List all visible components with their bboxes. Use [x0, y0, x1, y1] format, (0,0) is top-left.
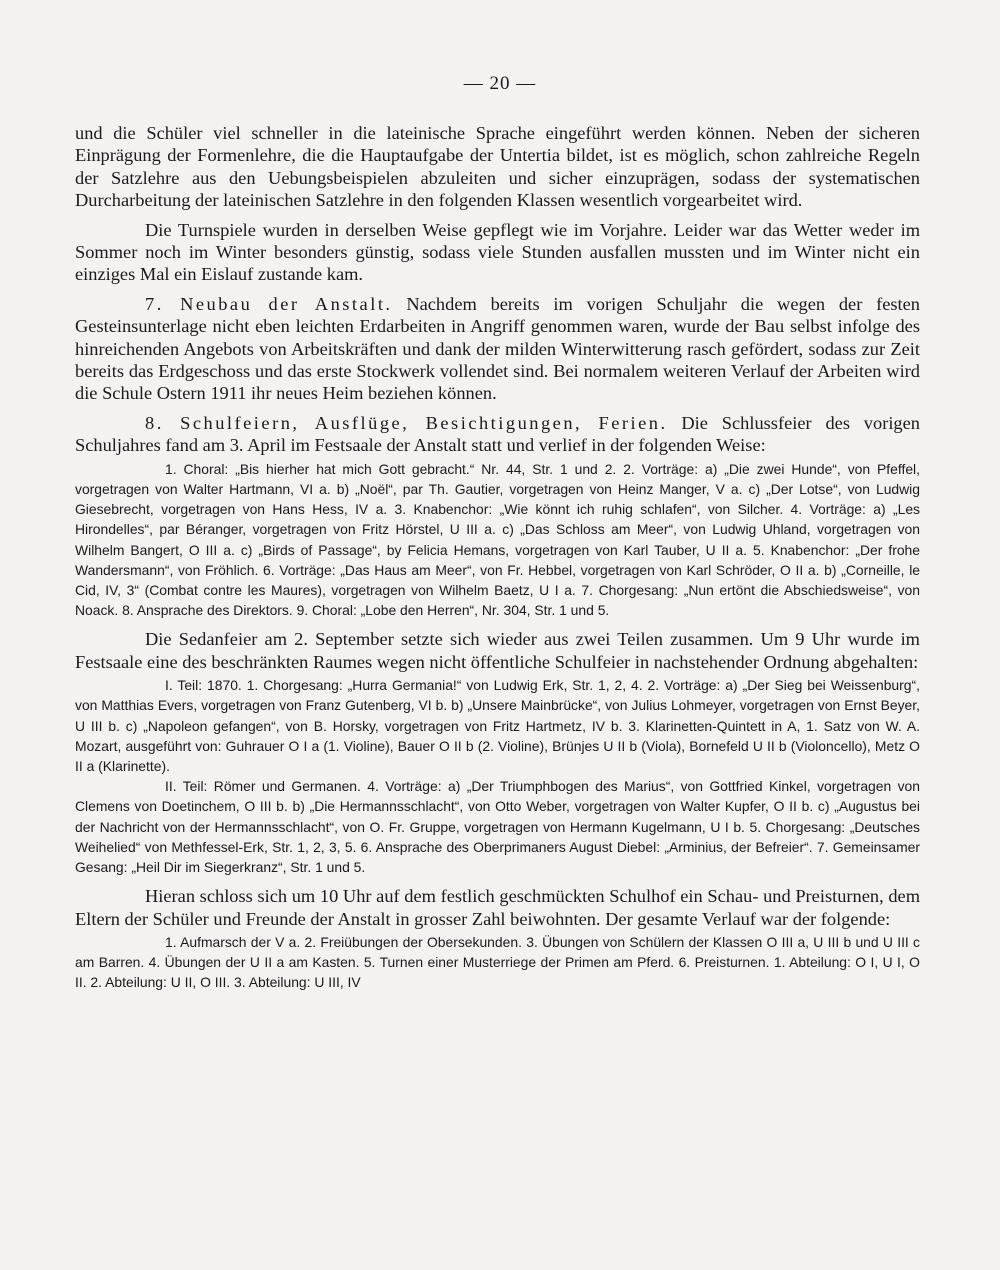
section-text-schulfeiern: Die Schlussfeier des vorigen Schuljahres fand am 3. April im Festsaale der Anstalt statt und verlief in der folgenden Weise: [75, 412, 920, 456]
paragraph-gymnastics: Die Turnspiele wurden in derselben Weise gepflegt wie im Vorjahre. Leider war das Wetter weder im Sommer noch im Winter besonders günstig, sodass viele Stunden ausfallen mussten und im Winter nicht ein einziges Mal ein Eislauf zustande kam. [75, 219, 920, 285]
paragraph-sedan-festival: Die Sedanfeier am 2. September setzte sich wieder aus zwei Teilen zusammen. Um 9 Uhr wurde im Festsaale eine des beschränkten Raumes wegen nicht öffentliche Schulfeier in nachstehender Ordnung abgehalten: [75, 629, 920, 672]
section-heading-neubau: 7. Neubau der Anstalt. [145, 293, 393, 314]
paragraph-latin-instruction: und die Schüler viel schneller in die lateinische Sprache eingeführt werden können. Neben der sicheren Einprägung der Formenlehre, die die Hauptaufgabe der Untertia bildet, ist es möglich, schon zahlreiche Regeln der Satzlehre aus den Uebungsbeispielen abzuleiten und sicher einzuprägen, sodass der systematischen Durcharbeitung der lateinischen Satzlehre in den folgenden Klassen wesentlich vorgearbeitet wird. [75, 123, 920, 211]
section-text-neubau: Nachdem bereits im vorigen Schuljahr die wegen der festen Gesteinsunterlage nicht eben leichten Erdarbeiten in Angriff genommen waren, wurde der Bau selbst infolge des hinreichenden Angebots von Arbeitskräften und dank der milden Winterwitterung rasch gefördert, sodass zur Zeit bereits das Erdgeschoss und das erste Stockwerk vollendet sind. Bei normalem weiteren Verlauf der Arbeiten wird die Schule Ostern 1911 ihr neues Heim beziehen können. [75, 293, 921, 404]
program-sedan-part-two: II. Teil: Römer und Germanen. 4. Vorträge: a) „Der Triumphbogen des Marius“, von Gottfried Kinkel, vorgetragen von Clemens von Doetinchem, O III b. b) „Die Hermannsschlacht“, von Otto Weber, vorgetragen von Walter Kupfer, O II b. c) „Augustus bei der Nachricht von der Hermannsschlacht“, von O. Fr. Gruppe, vorgetragen von Hermann Kugelmann, U I b. 5. Chorgesang: „Deutsches Weihelied“ von Methfessel-Erk, Str. 1, 2, 3, 5. 6. Ansprache des Oberprimaners August Diebel: „Arminius, der Befreier“. 7. Gemeinsamer Gesang: „Heil Dir im Siegerkranz“, Str. 1 und 5. [75, 778, 920, 875]
paragraph-new-building [75, 293, 920, 405]
program-closing-ceremony: 1. Choral: „Bis hierher hat mich Gott gebracht.“ Nr. 44, Str. 1 und 2. 2. Vorträge: a) „Die zwei Hunde“, von Pfeffel, vorgetragen von Walter Hartmann, VI a. b) „Noël“, par Th. Gautier, vorgetragen von Heinz Manger, V a. c) „Der Lotse“, von Ludwig Giesebrecht, vorgetragen von Hans Hess, IV a. 3. Knabenchor: „Wie könnt ich ruhig schlafen“, von Silcher. 4. Vorträge: a) „Les Hirondelles“, par Béranger, vorgetragen von Fritz Hörstel, U III a. c) „Das Schloss am Meer“, von Ludwig Uhland, vorgetragen von Wilhelm Bangert, O III a. c) „Birds of Passage“, by Felicia Hemans, vorgetragen von Karl Tauber, U II a. 5. Knabenchor: „Der frohe Wandersmann“, von Fröhlich. 6. Vorträge: „Das Haus am Meer“, von Fr. Hebbel, vorgetragen von Karl Schröder, O II a. b) „Corneille, le Cid, IV, 3“ (Combat contre les Maures), vorgetragen von Wilhelm Baetz, U I a. 7. Chorgesang: „Nun ertönt die Abschiedsweise“, von Noack. 8. Ansprache des Direktors. 9. Choral: „Lobe den Herren“, Nr. 304, Str. 1 und 5. [75, 460, 920, 619]
page-number: — 20 — [463, 73, 537, 94]
paragraph-gymnastics-exhibition: Hieran schloss sich um 10 Uhr auf dem festlich geschmückten Schulhof ein Schau- und Preisturnen, dem Eltern der Schüler und Freunde der Anstalt in grosser Zahl beiwohnten. Der gesamte Verlauf war der folgende: [75, 886, 920, 929]
section-heading-schulfeiern: 8. Schulfeiern, Ausflüge, Besichtigungen, Ferien. [145, 412, 668, 433]
program-sedan-part-one: I. Teil: 1870. 1. Chorgesang: „Hurra Germania!“ von Ludwig Erk, Str. 1, 2, 4. 2. Vorträge: a) „Der Sieg bei Weissenburg“, von Matthias Evers, vorgetragen von Franz Gutenberg, VI b. b) „Unsere Mainbrücke“, von Julius Lohmeyer, vorgetragen von Ernst Beyer, U III b. c) „Napoleon gefangen“, von B. Horsky, vorgetragen von Fritz Hartmetz, IV b. 3. Klarinetten-Quintett in A, 1. Satz von W. A. Mozart, ausgeführt von: Guhrauer O I a (1. Violine), Bauer O II b (2. Violine), Brünjes U II b (Viola), Bornefeld U II b (Violoncello), Metz O II a (Klarinette). [75, 677, 920, 774]
paragraph-school-festivals [75, 412, 920, 457]
program-gymnastics-exhibition: 1. Aufmarsch der V a. 2. Freiübungen der Obersekunden. 3. Übungen von Schülern der Klassen O III a, U III b und U III c am Barren. 4. Übungen der U II a am Kasten. 5. Turnen einer Musterriege der Primen am Pferd. 6. Preisturnen. 1. Abteilung: O I, U I, O II. 2. Abteilung: U II, O III. 3. Abteilung: U III, IV [75, 933, 920, 991]
page-body [75, 122, 920, 993]
